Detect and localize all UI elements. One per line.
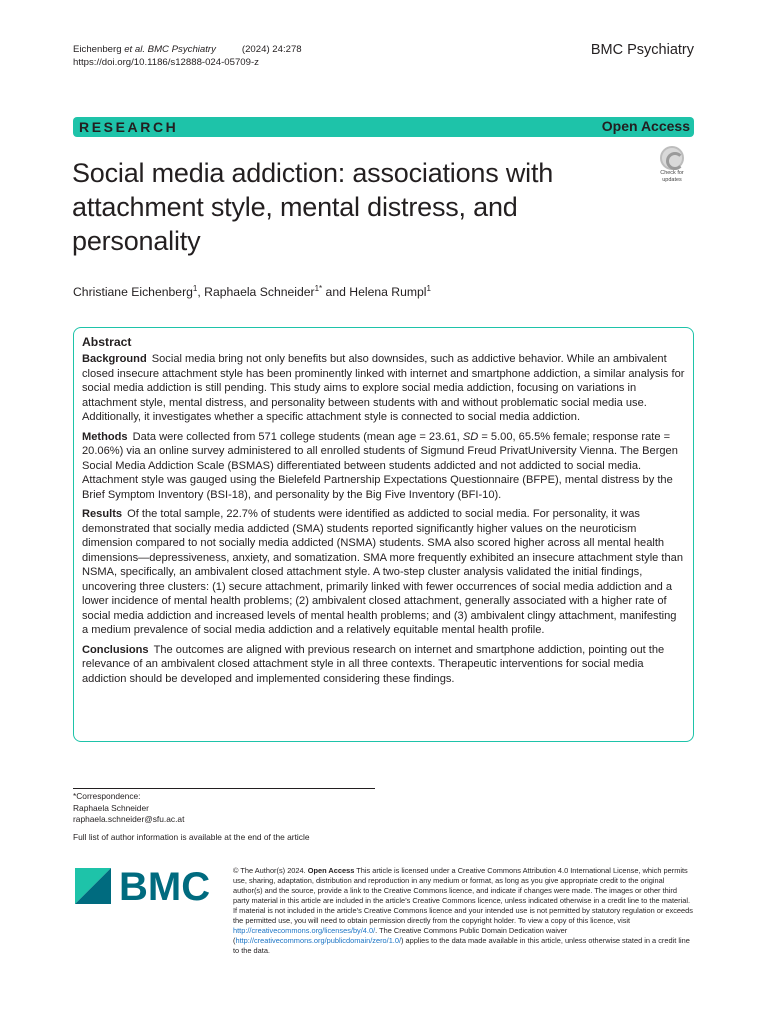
- article-title: Social media addiction: associations with attachment style, mental distress, and personality: [72, 158, 554, 256]
- check-for-updates-icon: [660, 146, 684, 170]
- author-3: and Helena Rumpl: [322, 285, 427, 299]
- author-1: Christiane Eichenberg: [73, 285, 193, 299]
- license-text-2: . The Creative Commons Public Domain Dedication waiver (: [233, 926, 568, 945]
- author-1-affiliation: 1: [192, 283, 198, 293]
- abstract-conclusions: [82, 643, 685, 687]
- header-volume: (2024) 24:278: [241, 44, 302, 55]
- abstract-background: [82, 352, 685, 425]
- correspondence-label: *Correspondence:: [73, 791, 141, 801]
- abstract-box: [73, 327, 694, 742]
- correspondence: [73, 791, 184, 826]
- background-text: Social media bring not only benefits but also downsides, such as addictive behavior. While an ambivalent closed insecure attachment style has been prominently linked with internet and smartphone addiction, a similar analysis for social media addiction is still pending. This study aims to explore social media addiction, focusing on variations in attachment style, mental distress, and personality between students with and without problematic social media use. Additionally, it investigates whether a specific attachment style is connected to social media addiction.: [82, 353, 685, 423]
- license-link-1[interactable]: http://creativecommons.org/licenses/by/4.0/: [233, 926, 376, 935]
- footnote-divider: [73, 788, 375, 789]
- conclusions-label: Conclusions: [82, 643, 149, 656]
- section-banner: [73, 117, 694, 137]
- license-open-access: Open Access: [307, 866, 355, 875]
- bmc-logo-mark: [73, 862, 215, 906]
- correspondence-name: Raphaela Schneider: [73, 802, 149, 813]
- author-3-affiliation: 1: [426, 283, 431, 293]
- results-label: Results: [82, 508, 123, 520]
- bmc-logo: [73, 862, 215, 906]
- updates-line1: Check for: [660, 170, 684, 176]
- open-access-label: Open Access: [601, 118, 690, 134]
- methods-text-1: Data were collected from 571 college students (mean age = 23.61,: [132, 430, 463, 443]
- header-author: Eichenberg: [73, 44, 125, 55]
- abstract-heading: Abstract: [82, 335, 132, 349]
- author-2: Raphaela Schneider: [204, 285, 315, 299]
- citation-header: [73, 43, 302, 69]
- correspondence-email[interactable]: raphaela.schneider@sfu.ac.at: [73, 814, 185, 824]
- license-text-3: ) applies to the data made available in this article, unless otherwise stated in a credit line to the data.: [233, 936, 690, 955]
- license-text: [233, 866, 695, 956]
- journal-name: BMC Psychiatry: [590, 42, 694, 58]
- check-for-updates-badge[interactable]: [655, 146, 689, 184]
- doi-link[interactable]: https://doi.org/10.1186/s12888-024-05709-z: [73, 57, 259, 68]
- header-journal: et al. BMC Psychiatry: [124, 44, 216, 55]
- license-text-1: This article is licensed under a Creative Commons Attribution 4.0 International License, which permits use, sharing, adaptation, distribution and reproduction in any medium or format, as long as you give appropriate credit to the original author(s) and the source, provide a link to the Creative Commons licence, and indicate if changes were made. The images or other third party material in this article are included in the article’s Creative Commons licence, unless indicated otherwise in a credit line to the material. If material is not included in the article’s Creative Commons licence and your intended use is not permitted by statutory regulation or exceeds the permitted use, you will need to obtain permission directly from the copyright holder. To view a copy of this licence, visit: [233, 866, 693, 925]
- methods-label: Methods: [82, 430, 128, 443]
- bmc-logo-text: BMC: [119, 865, 211, 906]
- section-label: RESEARCH: [79, 119, 179, 135]
- abstract-methods: [82, 430, 685, 503]
- abstract-results: [82, 507, 685, 638]
- methods-sd: SD: [462, 430, 479, 443]
- conclusions-text: The outcomes are aligned with previous research on internet and smartphone addiction, pointing out the relevance of an ambivalent closed attachment style in all three contexts. Therapeutic interventions for social media addiction should be developed and implemented considering these findings.: [82, 643, 665, 685]
- author-list: Christiane Eichenberg$^1$, Raphaela Schneider$^{1*}$ and Helena Rumpl$^1$: [73, 283, 431, 299]
- results-text: Of the total sample, 22.7% of students were identified as addicted to social media. For personality, it was demonstrated that socially media addicted (SMA) students reported significantly higher values on the neuroticism dimension compared to not socially media addicted (NSMA) students. SMA also scored higher across all mental health dimensions—depressiveness, anxiety, and somatization. SMA more frequently exhibited an insecure attachment style than NSMA, specifically, an ambivalent closed attachment style. A two-step cluster analysis validated the initial findings, uncovering three clusters: (1) secure attachment, primarily linked with fewer occurrences of social media addiction and a lower incidence of mental health problems; (2) ambivalent closed attachment, generally associated with a higher rate of social media addiction and increased levels of mental health problems; and (3) ambivalent clingy attachment, manifesting a medium prevalence of social media addiction and a relatively equitable mental health profile.: [82, 508, 684, 636]
- background-label: Background: [82, 353, 147, 365]
- license-link-2[interactable]: http://creativecommons.org/publicdomain/zero/1.0/: [235, 936, 402, 945]
- updates-line2: updates: [662, 176, 682, 183]
- author-info-note: Full list of author information is available at the end of the article: [73, 832, 310, 842]
- author-2-affiliation: 1*: [314, 283, 323, 293]
- methods-text-2: = 5.00, 65.5% female; response rate = 20.06%) via an online survey administered to all enrolled students of Sigmund Freud PrivatUniversity Vienna. The Bergen Social Media Addiction Scale (BSMAS) differentiated between students addicted and not addicted to social media. Attachment style was gauged using the Bielefeld Partnership Expectations Questionnaire (BFPE), mental distress by the Brief Symptom Inventory (BSI-18), and personality by the Big Five Inventory (BFI-10).: [82, 430, 678, 501]
- license-prefix: © The Author(s) 2024.: [233, 866, 308, 875]
